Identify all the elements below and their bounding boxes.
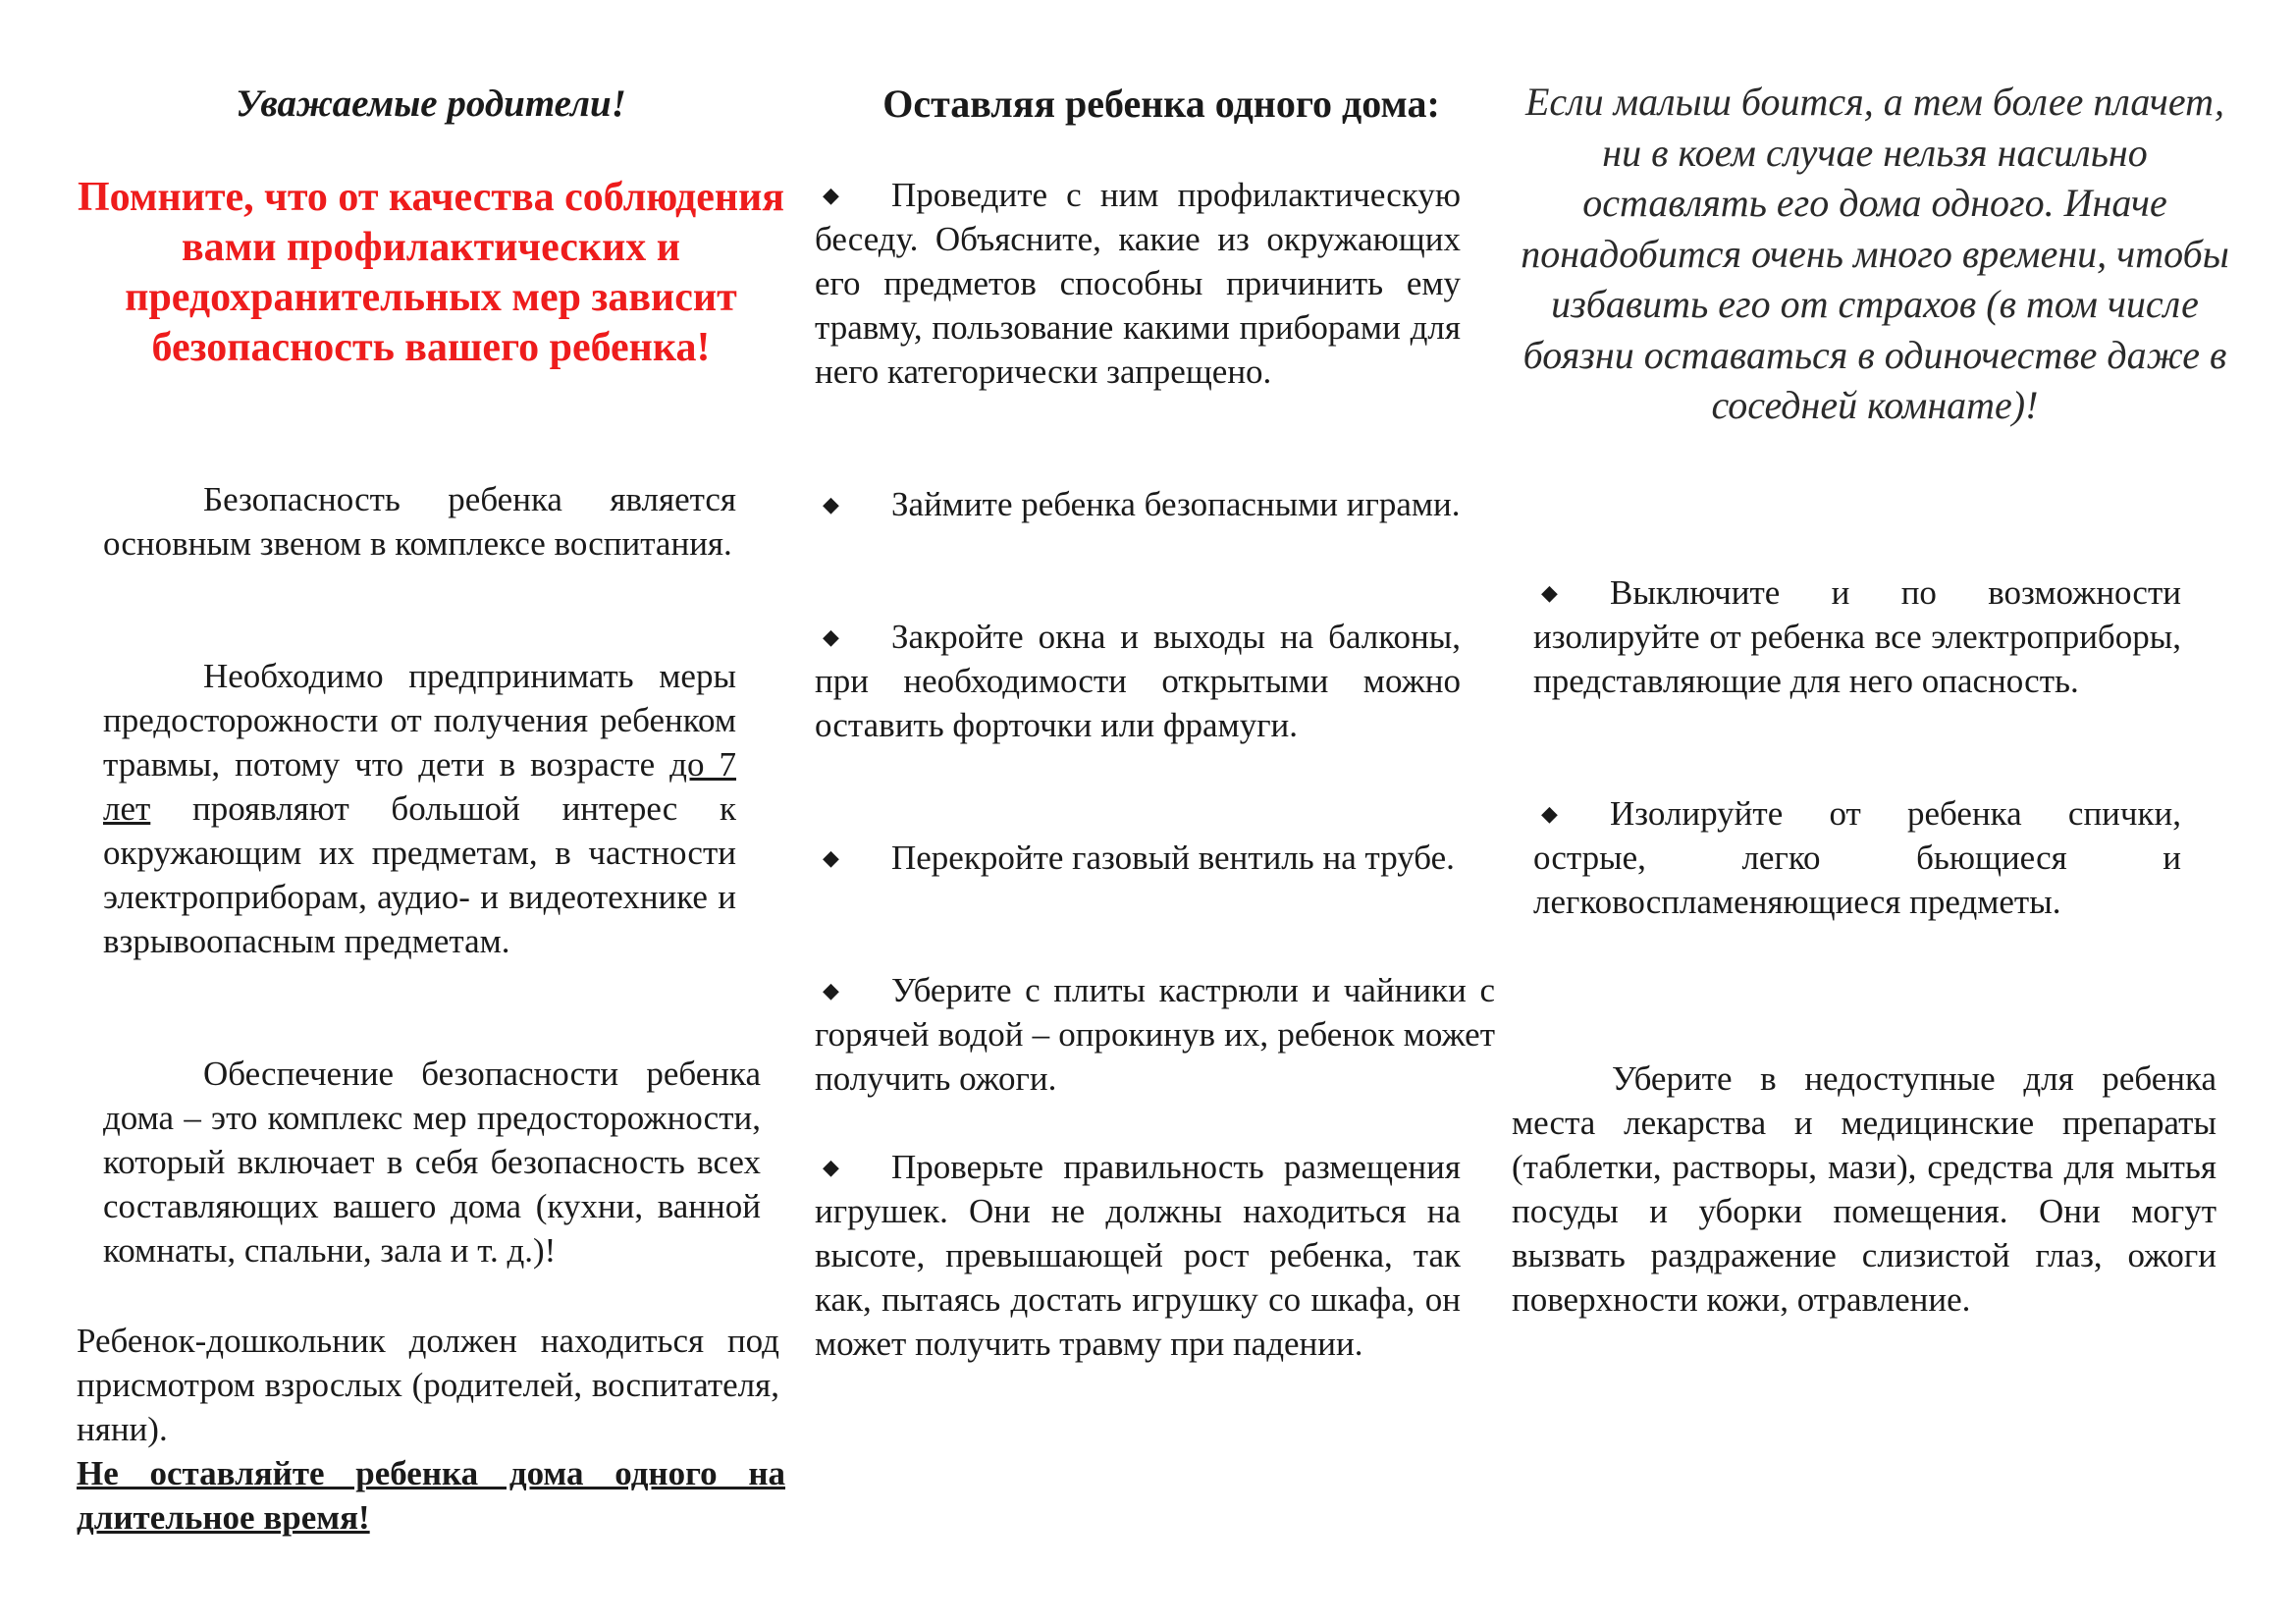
list-item [815,1145,1461,1366]
list-item [1533,791,2181,924]
paragraph-precautions [103,654,736,963]
list-item [815,482,1461,526]
fear-warning-quote: Если малыш боится, а тем более плачет, ни в коем случае нельзя насильно оставлять его дома одного. Иначе понадобится очень много времени, чтобы избавить его от страхов (в том числе боязни оставаться в одиночестве даже в соседней комнате)! [1521,80,2229,427]
list-item [1533,570,2181,703]
list-item-text: Перекройте газовый вентиль на трубе. [891,839,1455,877]
list-item-text: Проведите с ним профилактическую беседу. Объясните, какие из окружающих его предметов способны причинить ему травму, пользование какими приборами для него категорически запрещено. [815,176,1461,391]
greeting-heading: Уважаемые родители! [236,82,626,125]
list-item [815,615,1461,747]
list-item-text: Уберите с плиты кастрюли и чайники с горячей водой – опрокинув их, ребенок может получить ожоги. [815,971,1495,1098]
list-item-text: Проверьте правильность размещения игрушек. Они не должны находиться на высоте, превышающей рост ребенка, так как, пытаясь достать игрушку со шкафа, он может получить травму при падении. [815,1148,1461,1363]
paragraph-medicines: Уберите в недоступные для ребенка места лекарства и медицинские препараты (таблетки, растворы, мази), средства для мытья посуды и уборки помещения. Они могут вызвать раздражение слизистой глаз, ожоги поверхности кожи, отравление. [1512,1059,2216,1319]
paragraph-home-safety: Обеспечение безопасности ребенка дома – это комплекс мер предосторожности, который включает в себя безопасность всех составляющих вашего дома (кухни, ванной комнаты, спальни, зала и т. д.)! [103,1055,761,1270]
diamond-bullet-icon: ◆ [823,978,839,1002]
do-not-leave-alone-warning: Не оставляйте ребенка дома одного на длительное время! [77,1454,785,1537]
list-item [815,836,1461,880]
precautions-text-start: Необходимо предпринимать меры предосторожности от получения ребенком травмы, потому что дети в возрасте [103,657,736,784]
precautions-text-end: проявляют большой интерес к окружающим их предметам, в частности электроприборам, аудио- и видеотехнике и взрывоопасным предметам. [103,789,736,960]
diamond-bullet-icon: ◆ [823,183,839,207]
leaving-child-title: Оставляя ребенка одного дома: [882,81,1440,126]
diamond-bullet-icon: ◆ [823,492,839,516]
paragraph-safety-importance: Безопасность ребенка является основным звеном в комплексе воспитания. [103,480,736,563]
diamond-bullet-icon: ◆ [1541,801,1558,826]
list-item [815,173,1461,394]
diamond-bullet-icon: ◆ [1541,580,1558,605]
list-item-text: Изолируйте от ребенка спички, острые, легко бьющиеся и легковоспламеняющиеся предметы. [1533,794,2181,921]
paragraph-supervision: Ребенок-дошкольник должен находиться под присмотром взрослых (родителей, воспитателя, няни). [77,1322,779,1448]
list-item-text: Выключите и по возможности изолируйте от ребенка все электроприборы, представляющие для него опасность. [1533,573,2181,700]
list-item-text: Займите ребенка безопасными играми. [891,485,1461,523]
safety-reminder-heading: Помните, что от качества соблюдения вами профилактических и предохранительных мер зависит безопасность вашего ребенка! [77,175,785,370]
diamond-bullet-icon: ◆ [823,845,839,870]
age-limit-underlined: до 7 лет [103,745,737,828]
diamond-bullet-icon: ◆ [823,1155,839,1179]
diamond-bullet-icon: ◆ [823,624,839,649]
list-item-text: Закройте окна и выходы на балконы, при необходимости открытыми можно оставить форточки или фрамуги. [815,618,1461,744]
list-item [815,968,1495,1101]
